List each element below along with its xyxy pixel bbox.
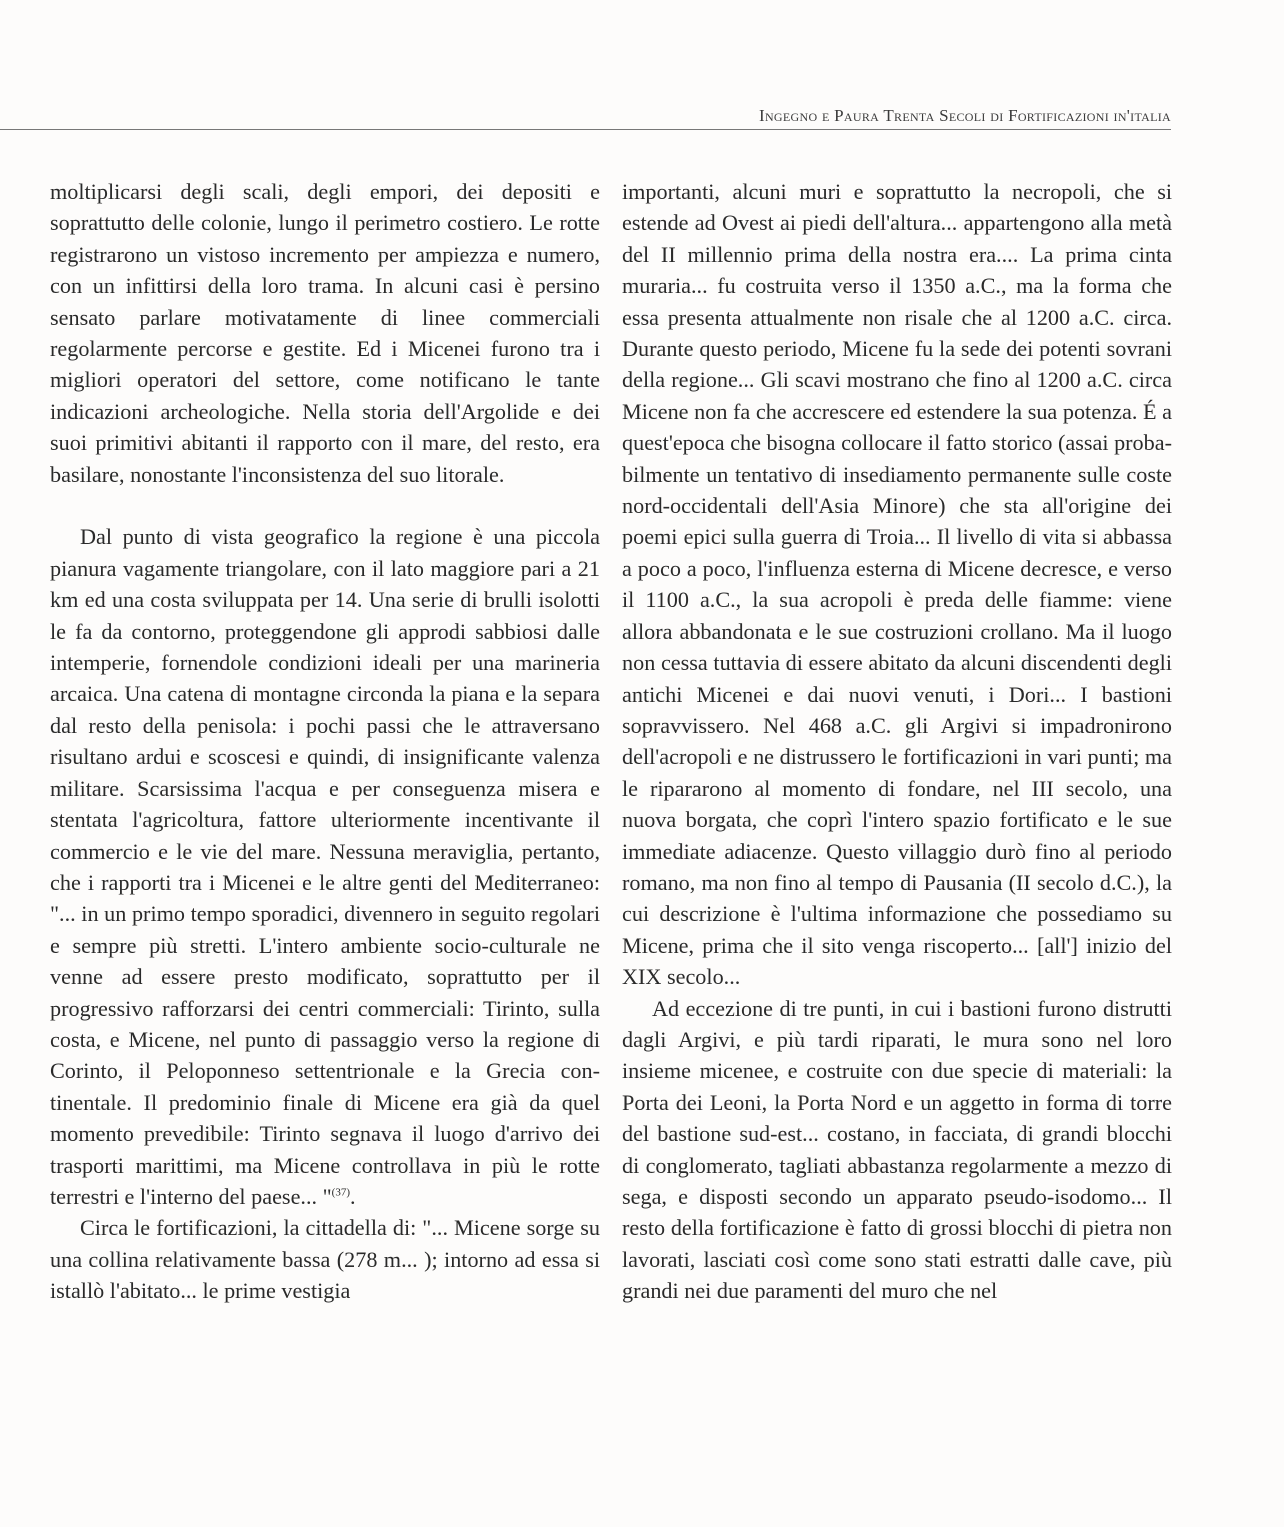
running-header-title: Ingegno e Paura Trenta Secoli di Fortificazioni in'italia bbox=[759, 106, 1171, 125]
paragraph: moltiplicarsi degli scali, degli empori, dei depositi e soprattutto delle colonie, lungo il perimetro costiero. Le rotte registrarono un vistoso incremento per ampiezza e numero, con un infittirsi della loro trama. In alcuni casi è persino sensato parlare motivatamente di linee commerciali regolarmente percorse e gestite. Ed i Micenei furono tra i migliori operatori del settore, come notificano le tante indicazioni archeologiche. Nella storia dell'Argolide e dei suoi primitivi abitanti il rapporto con il mare, del resto, era basilare, nonostante l'inconsistenza del suo litorale. bbox=[50, 179, 600, 487]
right-column bbox=[622, 176, 1172, 1307]
paragraph-text: Dal punto di vista geografico la regione è una piccola pianura vagamente triangolare, con il lato maggiore pari a 21 km ed una costa sviluppata per 14. Una serie di brulli isolotti le fa da contorno, proteggendone gli approdi sabbiosi dalle intemperie, fornendole condizioni ideali per una marineria arcaica. Una catena di montagne circonda la piana e la separa dal resto della penisola: i pochi passi che le attraversano risultano ardui e scoscesi e quindi, di insignificante valenza militare. Scarsissima l'acqua e per conseguenza misera e stentata l'agricoltura, fattore ulteriormente incentivante il commercio e le vie del mare. Nessuna meraviglia, pertanto, che i rapporti tra i Micenei e le altre genti del Mediterraneo: "... in un primo tempo sporadici, divennero in seguito regolari e sempre più stretti. L'intero ambiente socio-culturale ne venne ad essere presto modificato, soprattutto per il progressivo rafforzarsi dei centri commerciali: Tirinto, sulla costa, e Micene, nel punto di passaggio verso la regione di Corinto, il Peloponneso settentrionale e la Grecia continentale. Il predominio finale di Micene era già da quel momento prevedibile: Tirinto segnava il luogo d'arrivo dei trasporti marittimi, ma Micene controllava in più le rotte terrestri e l'interno del paese... " bbox=[50, 524, 600, 1209]
left-column bbox=[50, 176, 600, 1307]
running-header bbox=[0, 103, 1171, 130]
paragraph: Ad eccezione di tre punti, in cui i bastioni furono distrutti dagli Argivi, e più tardi riparati, le mura sono nel loro insieme micenee, e costruite con due specie di materiali: la Porta dei Leoni, la Porta Nord e un aggetto in forma di torre del bastione sud-est... costano, in facciata, di grandi blocchi di conglomerato, tagliati abbastanza regolarmente a mezzo di sega, e disposti secondo un apparato pseudo-isodomo... Il resto della fortificazione è fatto di grossi blocchi di pietra non lavorati, lasciati così come sono stati estratti dalle cave, più grandi nei due paramenti del muro che nel bbox=[622, 995, 1172, 1304]
paragraph: Circa le fortificazioni, la cittadella di: "... Micene sorge su una collina relativamente bassa (278 m... ); intorno ad essa si istallò l'abitato... le prime vestigia bbox=[50, 1215, 600, 1304]
paragraph-end: . bbox=[349, 1183, 356, 1209]
footnote-reference: (37) bbox=[331, 1186, 350, 1199]
paragraph bbox=[50, 521, 600, 1212]
paragraph: importanti, alcuni muri e soprattutto la necropoli, che si estende ad Ovest ai piedi dell'altura... appartengono alla metà del II millennio prima della nostra era.... La prima cinta muraria... fu costruita verso il 1350 a.C., ma la forma che essa presenta attualmente non risale che al 1200 a.C. circa. Durante questo periodo, Micene fu la sede dei potenti sovrani della regione... Gli scavi mostrano che fino al 1200 a.C. circa Micene non fa che accrescere ed estendere la sua potenza. É a quest'epoca che bisogna collocare il fatto storico (assai probabilmente un tentativo di insediamento permanente sulle coste nord-occidentali dell'Asia Minore) che sta all'origine dei poemi epici sulla guerra di Troia... Il livello di vita si abbassa a poco a poco, l'influenza esterna di Micene decresce, e verso il 1100 a.C., la sua acropoli è preda delle fiamme: viene allora abbandonata e le sue costruzioni crollano. Ma il luogo non cessa tuttavia di essere abitato da alcuni discendenti degli antichi Micenei e dai nuovi venuti, i Dori... I bastioni sopravvissero. Nel 468 a.C. gli Argivi si impadronirono dell'acropoli e ne distrussero le fortificazioni in vari punti; ma le ripararono al momento di fondare, nel III secolo, una nuova borgata, che coprì l'intero spazio fortificato e le sue immediate adiacenze. Questo villaggio durò fino al periodo romano, ma non fino al tempo di Pausania (II secolo d.C.), la cui descrizione è l'ultima informazione che possediamo su Micene, prima che il sito venga riscoperto... [all'] inizio del XIX secolo... bbox=[622, 179, 1172, 990]
